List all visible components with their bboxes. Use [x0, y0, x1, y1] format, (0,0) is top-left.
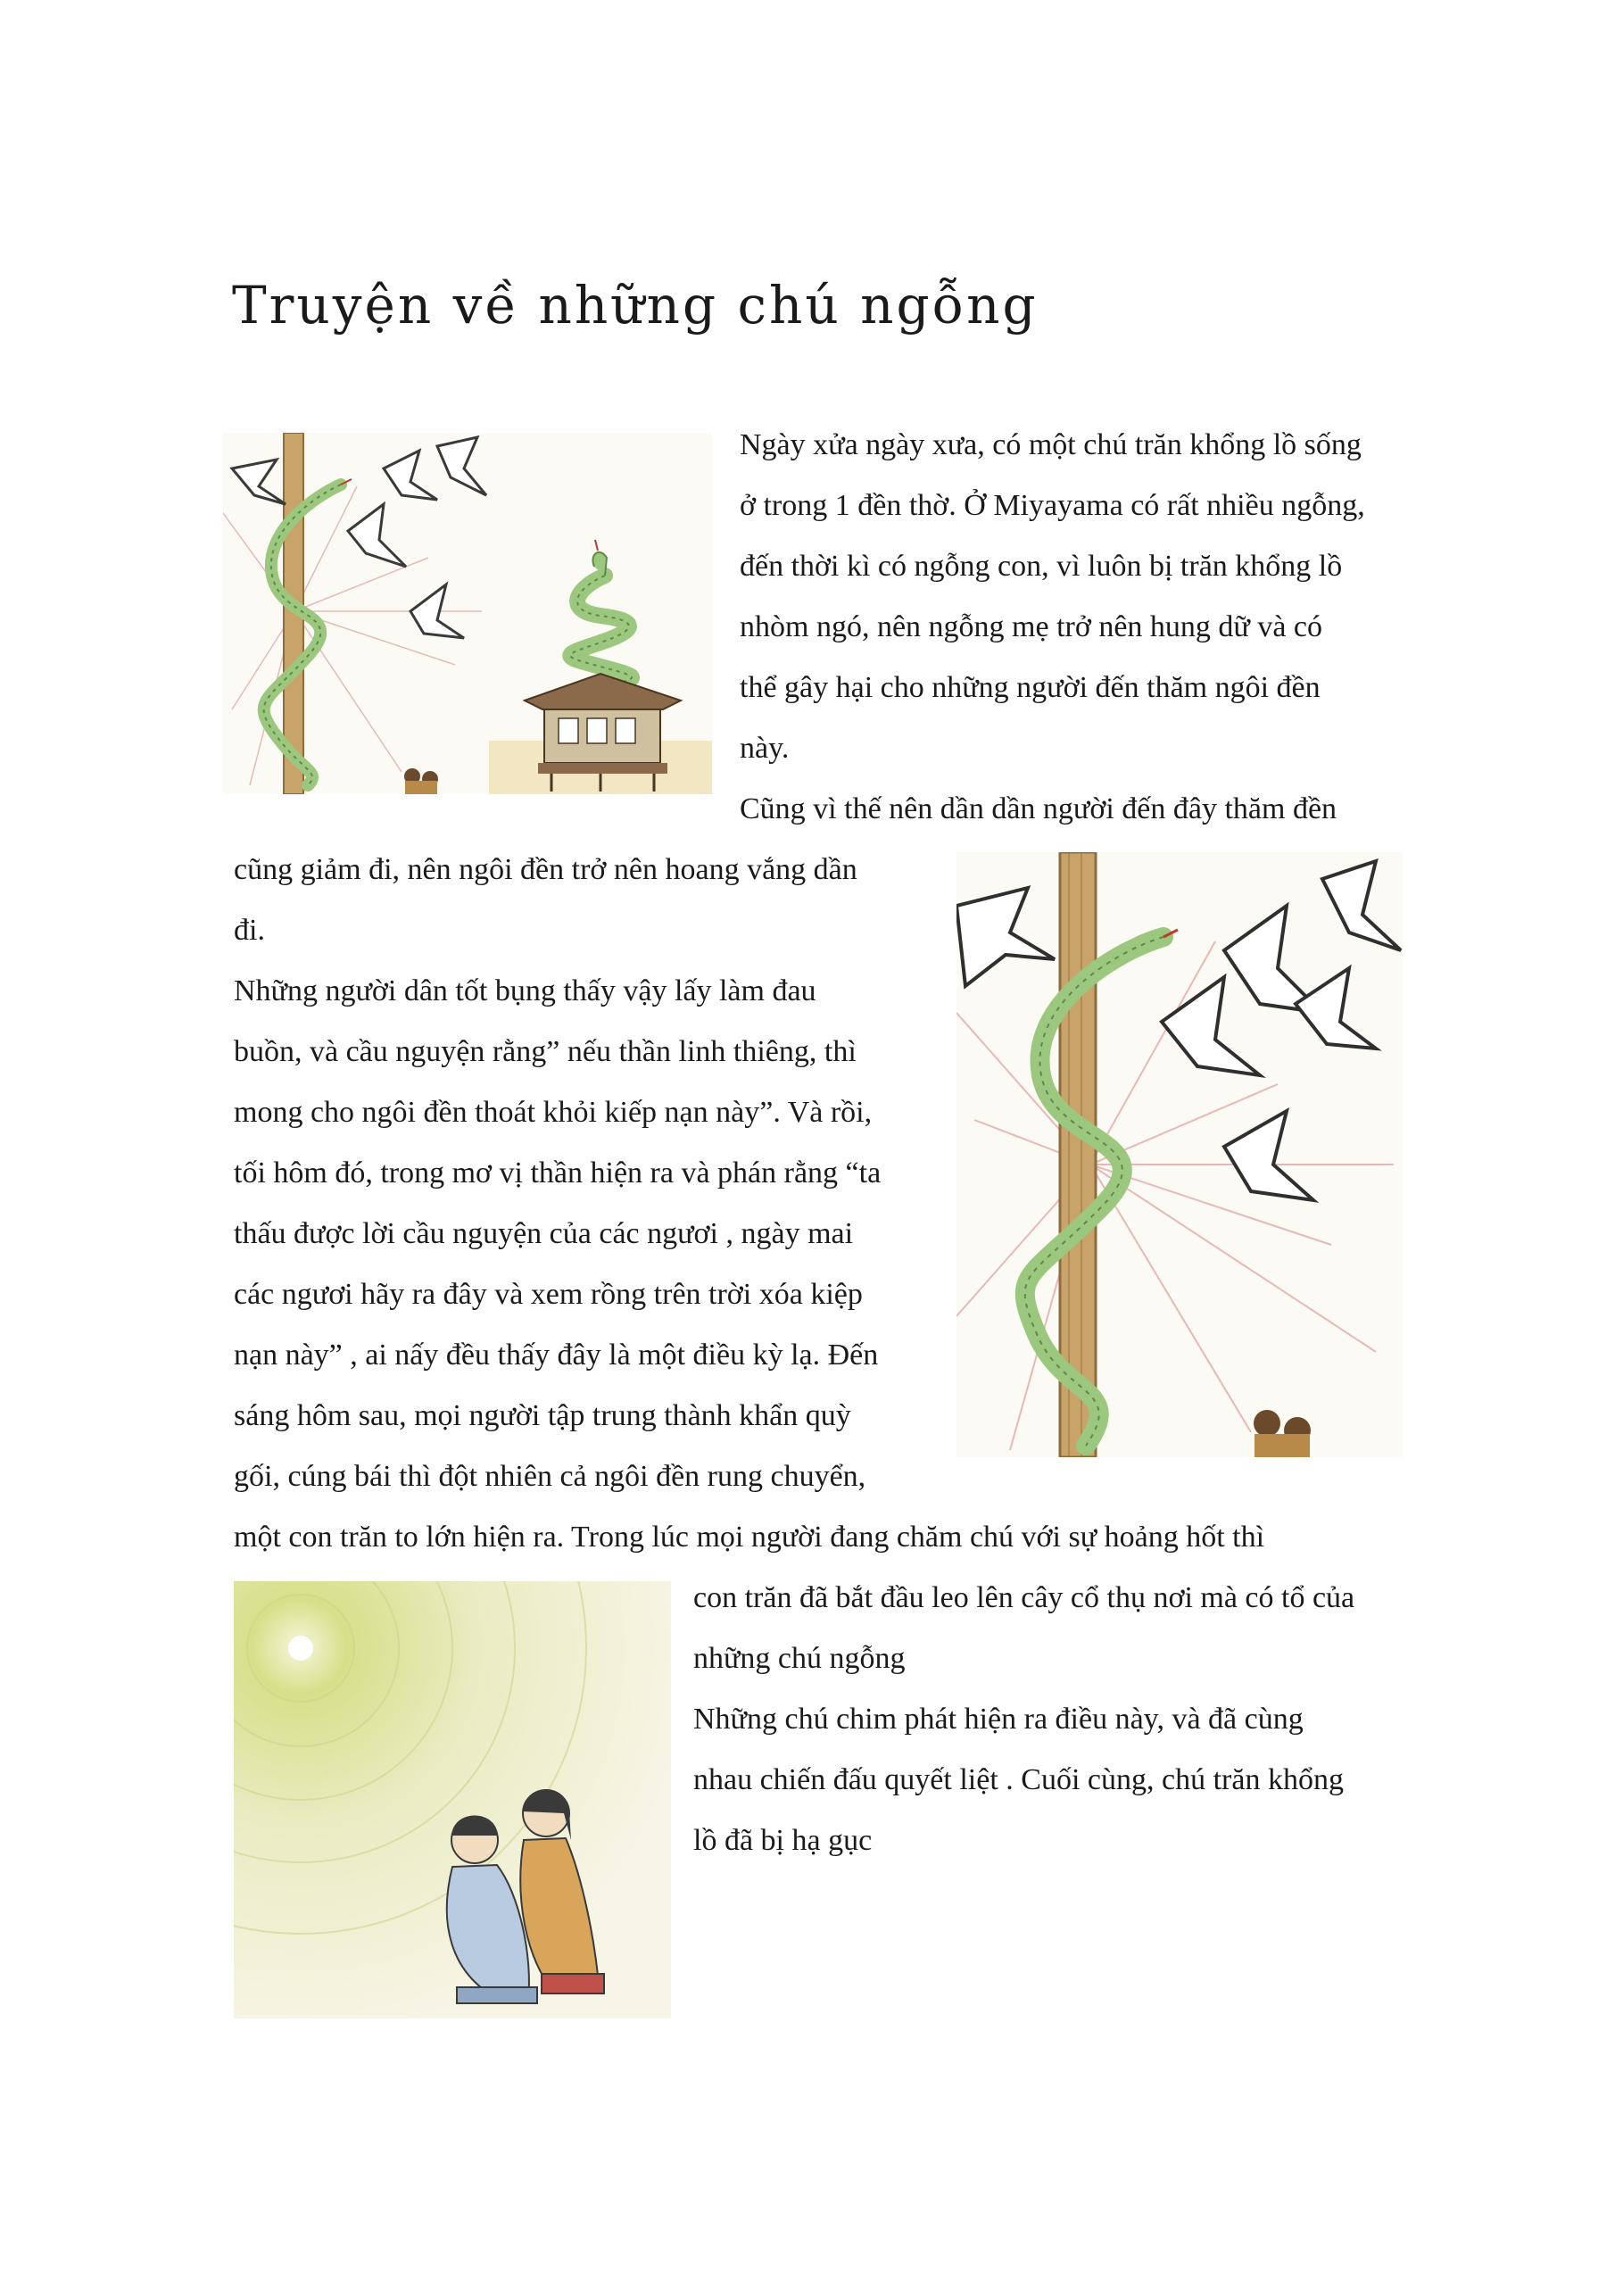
text-line: con trăn đã bắt đầu leo lên cây cổ thụ nơi mà có tổ của	[693, 1581, 1355, 1614]
text-line: các ngươi hãy ra đây và xem rồng trên trời xóa kiệp	[234, 1278, 863, 1311]
text-line: này.	[740, 732, 790, 765]
text-line: thấu được lời cầu nguyện của các ngươi , ngày mai	[234, 1217, 854, 1250]
text-line: Cũng vì thế nên dần dần người đến đây thăm đền	[740, 792, 1337, 825]
text-line: đi.	[234, 914, 265, 947]
text-line: Những người dân tốt bụng thấy vậy lấy làm đau	[234, 974, 816, 1007]
snake-tree-geese-illustration-large	[956, 852, 1403, 1457]
text-line: đến thời kì có ngỗng con, vì luôn bị trăn khổng lồ	[740, 550, 1343, 583]
text-line: lồ đã bị hạ gục	[693, 1824, 873, 1857]
text-line: Ngày xửa ngày xưa, có một chú trăn khổng lồ sống	[740, 428, 1362, 461]
text-line: tối hôm đó, trong mơ vị thần hiện ra và phán rằng “ta	[234, 1156, 882, 1189]
snake-shrine-illustration	[489, 433, 712, 794]
text-line: buồn, và cầu nguyện rằng” nếu thần linh thiêng, thì	[234, 1035, 857, 1068]
text-line: ở trong 1 đền thờ. Ở Miyayama có rất nhiều ngỗng,	[740, 489, 1365, 522]
text-line: những chú ngỗng	[693, 1642, 906, 1675]
page-title: Truyện về những chú ngỗng	[232, 275, 1039, 336]
text-line: sáng hôm sau, mọi người tập trung thành khẩn quỳ	[234, 1399, 851, 1432]
text-line: thể gây hại cho những người đến thăm ngôi đền	[740, 671, 1321, 704]
text-line: nhòm ngó, nên ngỗng mẹ trở nên hung dữ và có	[740, 610, 1323, 643]
text-line: cũng giảm đi, nên ngôi đền trở nên hoang vắng dần	[234, 853, 857, 886]
villagers-praying-illustration	[234, 1581, 671, 2018]
text-line: Những chú chim phát hiện ra điều này, và đã cùng	[693, 1703, 1304, 1736]
text-line: mong cho ngôi đền thoát khỏi kiếp nạn này”. Và rồi,	[234, 1096, 873, 1129]
snake-tree-geese-illustration-small	[223, 433, 489, 794]
text-line: một con trăn to lớn hiện ra. Trong lúc mọi người đang chăm chú với sự hoảng hốt thì	[234, 1521, 1265, 1554]
text-line: nhau chiến đấu quyết liệt . Cuối cùng, chú trăn khổng	[693, 1763, 1344, 1796]
text-line: nạn này” , ai nấy đều thấy đây là một điều kỳ lạ. Đến	[234, 1339, 879, 1372]
text-line: gối, cúng bái thì đột nhiên cả ngôi đền rung chuyển,	[234, 1460, 866, 1493]
